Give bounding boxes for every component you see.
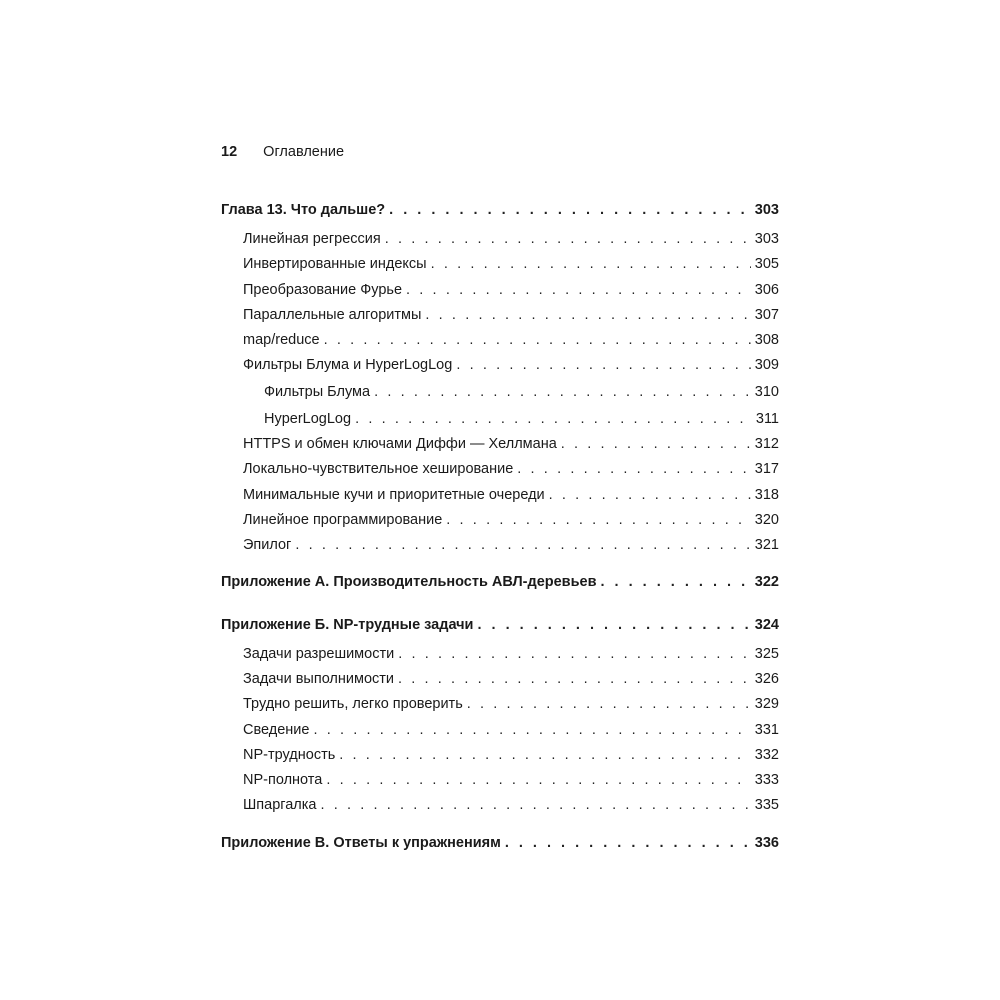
toc-page: 309 <box>754 357 779 373</box>
dot-leader <box>549 487 751 503</box>
toc-page: 311 <box>755 411 779 427</box>
toc-label: Линейная регрессия <box>243 231 381 247</box>
dot-leader <box>446 512 751 528</box>
toc-label: Задачи выполнимости <box>243 671 395 687</box>
toc-label: map/reduce <box>243 332 320 348</box>
toc-section[interactable] <box>243 256 779 272</box>
dot-leader <box>601 574 751 590</box>
toc-section[interactable] <box>243 332 779 348</box>
toc-label: Шпаргалка <box>243 797 317 813</box>
toc-label: Приложение В. Ответы к упражнениям <box>221 835 501 851</box>
toc-label: Параллельные алгоритмы <box>243 307 422 323</box>
toc-page: 336 <box>754 835 779 851</box>
toc-label: HTTPS и обмен ключами Диффи — Хеллмана <box>243 436 557 452</box>
toc-subsection[interactable] <box>264 411 779 427</box>
dot-leader <box>326 772 750 788</box>
toc-label: Глава 13. Что дальше? <box>221 202 386 218</box>
dot-leader <box>385 231 751 247</box>
toc-page: 335 <box>754 797 779 813</box>
toc-label: Эпилог <box>243 537 292 553</box>
toc-section[interactable] <box>243 357 779 373</box>
toc-label: Инвертированные индексы <box>243 256 427 272</box>
toc-chapter-13[interactable] <box>221 202 779 218</box>
toc-section[interactable] <box>243 282 779 298</box>
page-number: 12 <box>221 144 238 160</box>
toc-section[interactable] <box>243 797 779 813</box>
toc-page: 333 <box>754 772 779 788</box>
toc-page: 320 <box>754 512 779 528</box>
toc-section[interactable] <box>243 436 779 452</box>
toc-page: 329 <box>754 696 779 712</box>
toc-page: 331 <box>754 722 779 738</box>
dot-leader <box>456 357 750 373</box>
toc-label: HyperLogLog <box>264 411 352 427</box>
toc-section[interactable] <box>243 231 779 247</box>
toc-label: NP-полнота <box>243 772 323 788</box>
toc-page: 306 <box>754 282 779 298</box>
toc-subsection[interactable] <box>264 384 779 400</box>
toc-label: Линейное программирование <box>243 512 443 528</box>
toc-page: 322 <box>754 574 779 590</box>
dot-leader <box>398 646 751 662</box>
toc-page: 305 <box>754 256 779 272</box>
running-title: Оглавление <box>263 144 345 160</box>
dot-leader <box>406 282 751 298</box>
toc-page: 307 <box>754 307 779 323</box>
toc-section[interactable] <box>243 512 779 528</box>
dot-leader <box>425 307 750 323</box>
toc-page: 321 <box>754 537 779 553</box>
dot-leader <box>398 671 751 687</box>
dot-leader <box>477 617 750 633</box>
dot-leader <box>321 797 751 813</box>
toc-page: 312 <box>754 436 779 452</box>
dot-leader <box>431 256 751 272</box>
toc-section[interactable] <box>243 747 779 763</box>
toc-section[interactable] <box>243 646 779 662</box>
toc-appendix-a[interactable] <box>221 574 779 590</box>
page-header <box>221 144 344 160</box>
dot-leader <box>517 461 751 477</box>
dot-leader <box>389 202 751 218</box>
toc-label: Преобразование Фурье <box>243 282 403 298</box>
dot-leader <box>313 722 750 738</box>
dot-leader <box>505 835 751 851</box>
toc-label: Локально-чувствительное хеширование <box>243 461 514 477</box>
dot-leader <box>374 384 751 400</box>
toc-page: 308 <box>754 332 779 348</box>
dot-leader <box>355 411 752 427</box>
dot-leader <box>324 332 751 348</box>
toc-section[interactable] <box>243 696 779 712</box>
toc-label: Приложение Б. NP-трудные задачи <box>221 617 474 633</box>
toc-section[interactable] <box>243 772 779 788</box>
toc-appendix-c[interactable] <box>221 835 779 851</box>
toc-page: 326 <box>754 671 779 687</box>
toc-section[interactable] <box>243 487 779 503</box>
toc-page: 325 <box>754 646 779 662</box>
toc-label: Сведение <box>243 722 310 738</box>
dot-leader <box>561 436 751 452</box>
toc-section[interactable] <box>243 537 779 553</box>
toc-page: 303 <box>754 231 779 247</box>
toc-page: 332 <box>754 747 779 763</box>
toc-appendix-b[interactable] <box>221 617 779 633</box>
toc-page: 324 <box>754 617 779 633</box>
toc-label: Приложение А. Производительность АВЛ-деревьев <box>221 574 597 590</box>
toc-section[interactable] <box>243 461 779 477</box>
toc-section[interactable] <box>243 722 779 738</box>
dot-leader <box>467 696 751 712</box>
toc-page: 310 <box>754 384 779 400</box>
toc-page: 303 <box>754 202 779 218</box>
toc-page: 318 <box>754 487 779 503</box>
toc-label: Задачи разрешимости <box>243 646 395 662</box>
toc-label: Трудно решить, легко проверить <box>243 696 463 712</box>
toc-label: Фильтры Блума и HyperLogLog <box>243 357 453 373</box>
toc-section[interactable] <box>243 307 779 323</box>
toc-page: 317 <box>754 461 779 477</box>
toc-section[interactable] <box>243 671 779 687</box>
dot-leader <box>295 537 750 553</box>
toc-label: Минимальные кучи и приоритетные очереди <box>243 487 545 503</box>
dot-leader <box>339 747 751 763</box>
toc-label: Фильтры Блума <box>264 384 371 400</box>
toc-label: NP-трудность <box>243 747 336 763</box>
